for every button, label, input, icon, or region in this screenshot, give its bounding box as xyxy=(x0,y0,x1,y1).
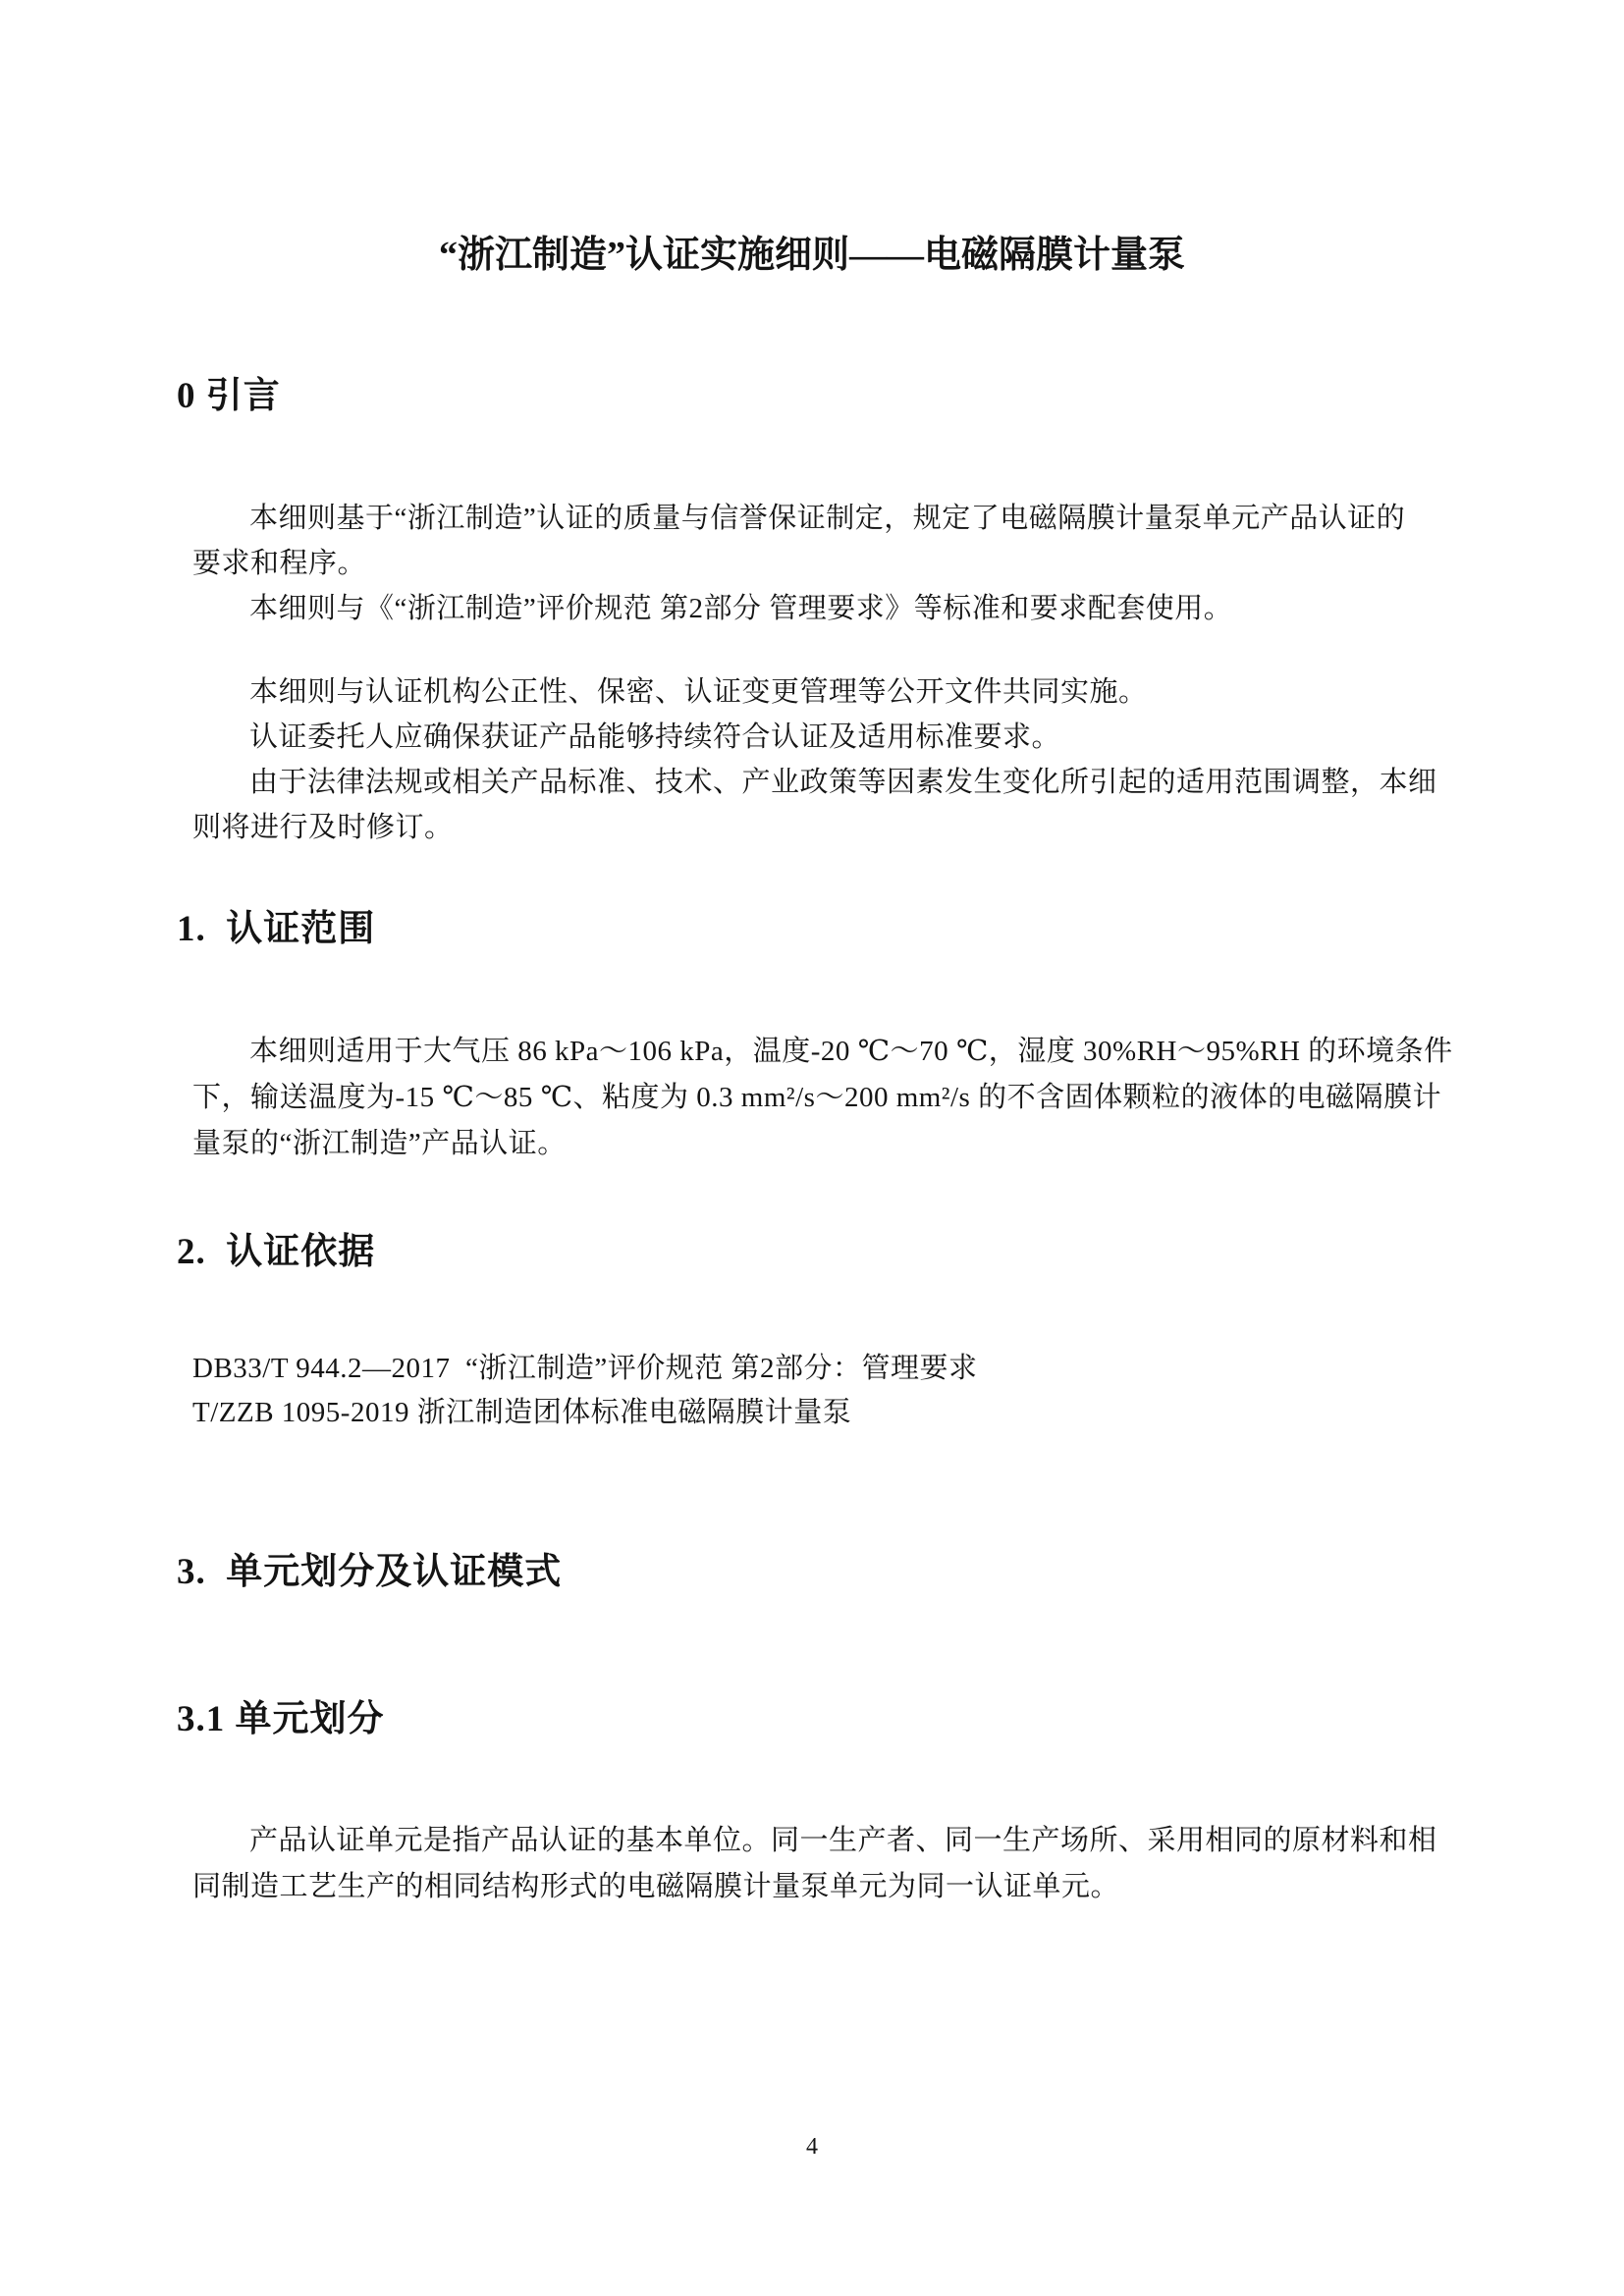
unit-division-paragraph xyxy=(192,1818,1479,1910)
paragraph-line: 本细则基于“浙江制造”认证的质量与信誉保证制定，规定了电磁隔膜计量泵单元产品认证的 xyxy=(249,503,1406,534)
paragraph-line: 本细则与《“浙江制造”评价规范 第2部分 管理要求》等标准和要求配套使用。 xyxy=(249,593,1233,624)
page-number: 4 xyxy=(806,2134,818,2160)
paragraph-line: 同制造工艺生产的相同结构形式的电磁隔膜计量泵单元为同一认证单元。 xyxy=(192,1871,1120,1902)
paragraph-line: 量泵的“浙江制造”产品认证。 xyxy=(192,1128,567,1159)
paragraph-line: 认证委托人应确保获证产品能够持续符合认证及适用标准要求。 xyxy=(249,721,1061,753)
paragraph-line: 下，输送温度为-15 ℃～85 ℃、粘度为 0.3 mm²/s～200 mm²/s 的不含固体颗粒的液体的电磁隔膜计 xyxy=(192,1082,1442,1113)
subsection-heading-unit-division: 3.1 单元划分 xyxy=(177,1699,385,1739)
paragraph-line: 本细则适用于大气压 86 kPa～106 kPa，温度-20 ℃～70 ℃，湿度 30%RH～95%RH 的环境条件 xyxy=(249,1036,1453,1067)
section-heading-unit-division-and-mode: 3. 单元划分及认证模式 xyxy=(177,1552,563,1592)
section-heading-certification-basis: 2. 认证依据 xyxy=(177,1232,376,1272)
section-heading-certification-scope: 1. 认证范围 xyxy=(177,909,376,949)
introduction-paragraphs-a xyxy=(192,496,1479,631)
basis-references xyxy=(192,1347,1479,1435)
document-title: “浙江制造”认证实施细则——电磁隔膜计量泵 xyxy=(438,235,1185,276)
paragraph-line: 产品认证单元是指产品认证的基本单位。同一生产者、同一生产场所、采用相同的原材料和相 xyxy=(249,1825,1437,1856)
paragraph-line: 要求和程序。 xyxy=(192,548,367,579)
introduction-paragraphs-b xyxy=(192,669,1479,850)
paragraph-line: 则将进行及时修订。 xyxy=(192,812,454,843)
reference-item: T/ZZB 1095-2019 浙江制造团体标准电磁隔膜计量泵 xyxy=(192,1397,852,1428)
paragraph-line: 本细则与认证机构公正性、保密、认证变更管理等公开文件共同实施。 xyxy=(249,676,1148,708)
paragraph-line: 由于法律法规或相关产品标准、技术、产业政策等因素发生变化所引起的适用范围调整，本细 xyxy=(249,767,1437,798)
reference-item: DB33/T 944.2—2017 “浙江制造”评价规范 第2部分：管理要求 xyxy=(192,1353,978,1384)
section-heading-introduction: 0 引言 xyxy=(177,376,281,416)
scope-paragraph xyxy=(192,1029,1479,1167)
